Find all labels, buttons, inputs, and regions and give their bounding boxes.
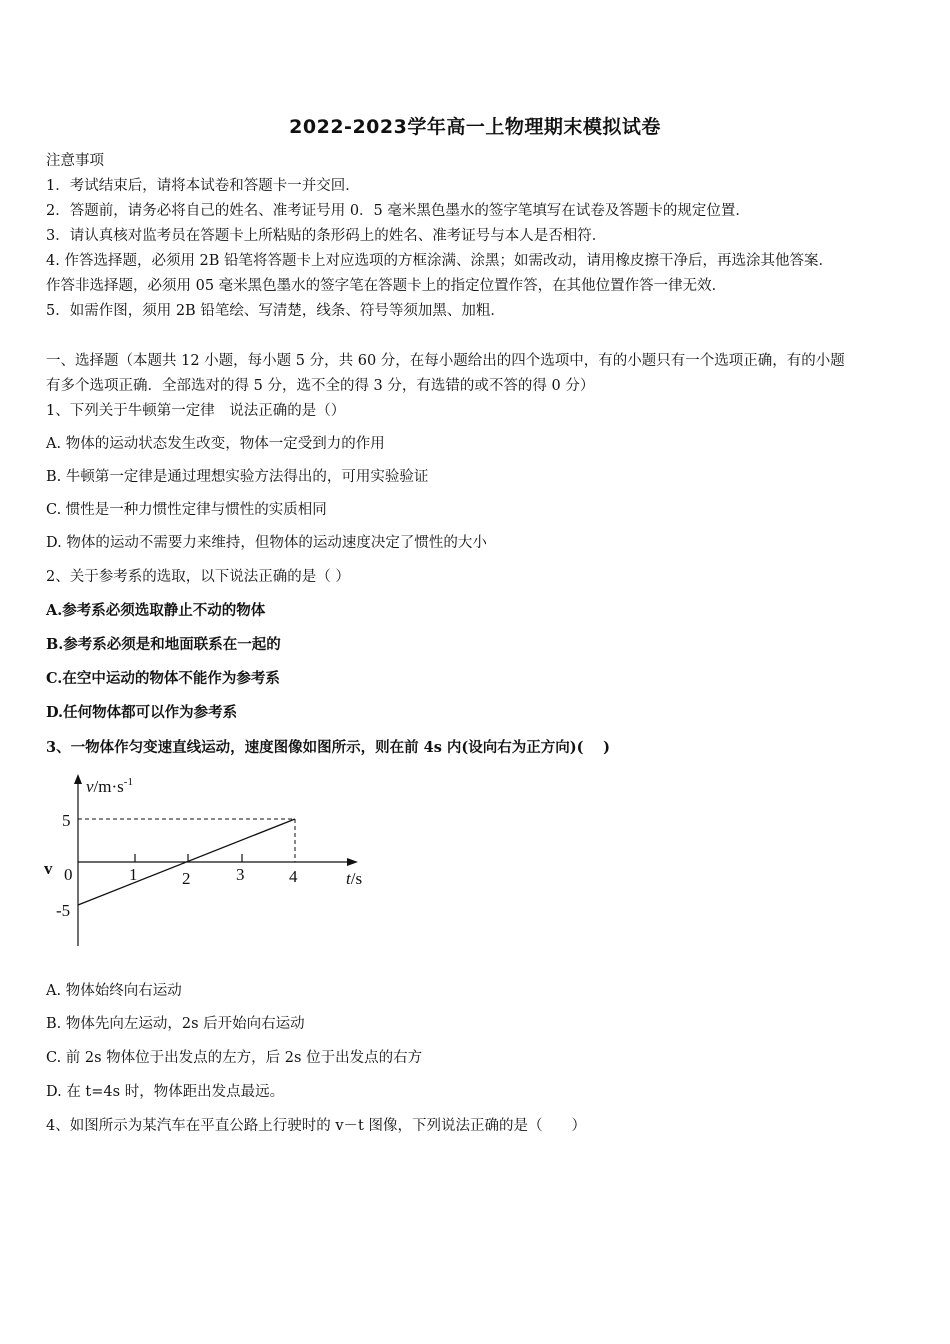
notice-item: 4. 作答选择题，必须用 2B 铅笔将答题卡上对应选项的方框涂满、涂黑；如需改动，请用橡皮擦干净后，再选涂其他答案．: [46, 253, 834, 269]
q1-option-a: A. 物体的运动状态发生改变，物体一定受到力的作用: [46, 436, 385, 452]
notice-item: 2．答题前，请务必将自己的姓名、准考证号用 0．5 毫米黑色墨水的签字笔填写在试卷及答题卡的规定位置．: [46, 203, 750, 219]
velocity-time-graph: [40, 768, 380, 958]
side-label: v: [44, 859, 53, 878]
notice-item: 作答非选择题，必须用 05 毫米黑色墨水的签字笔在答题卡上的指定位置作答，在其他位置作答一律无效．: [46, 278, 727, 294]
notice-item: 5．如需作图，须用 2B 铅笔绘、写清楚，线条、符号等须加黑、加粗．: [46, 303, 505, 319]
q2-option-c: C.在空中运动的物体不能作为参考系: [46, 670, 280, 687]
q1-option-c: C. 惯性是一种力惯性定律与惯性的实质相同: [46, 502, 327, 518]
q1-option-b: B. 牛顿第一定律是通过理想实验方法得出的，可用实验验证: [46, 469, 429, 485]
q2-option-d: D.任何物体都可以作为参考系: [46, 704, 238, 721]
section-heading-cont: 有多个选项正确．全部选对的得 5 分，选不全的得 3 分，有选错的或不答的得 0 分）: [46, 378, 595, 394]
notice-item: 1．考试结束后，请将本试卷和答题卡一并交回．: [46, 178, 360, 194]
x-axis-label: t/s: [346, 869, 363, 888]
q2-option-a: A.参考系必须选取静止不动的物体: [46, 602, 266, 619]
y-tick-label: 5: [62, 811, 71, 830]
q3-option-a: A. 物体始终向右运动: [46, 983, 182, 999]
x-axis-arrow: [347, 858, 358, 866]
x-tick-label: 2: [182, 869, 191, 888]
question-2-stem: 2、关于参考系的选取，以下说法正确的是（ ）: [46, 569, 350, 585]
y-axis-label: $v/m\cdot s^{-1}$: [86, 776, 133, 796]
x-tick-label: 1: [129, 865, 138, 884]
question-4-stem: 4、如图所示为某汽车在平直公路上行驶时的 v－t 图像，下列说法正确的是（ ）: [46, 1118, 586, 1134]
question-1-stem: 1、下列关于牛顿第一定律 说法正确的是（）: [46, 403, 346, 419]
notice-item: 3．请认真核对监考员在答题卡上所粘贴的条形码上的姓名、准考证号与本人是否相符．: [46, 228, 607, 244]
origin-label: 0: [64, 865, 73, 884]
notice-heading: 注意事项: [46, 153, 104, 169]
y-axis-arrow: [74, 774, 82, 784]
q3-option-c: C. 前 2s 物体位于出发点的左方，后 2s 位于出发点的右方: [46, 1050, 423, 1066]
q3-option-d: D. 在 t=4s 时，物体距出发点最远。: [46, 1084, 285, 1100]
y-tick-label: -5: [56, 901, 71, 920]
q1-option-d: D. 物体的运动不需要力来维持，但物体的运动速度决定了惯性的大小: [46, 535, 487, 551]
q3-option-b: B. 物体先向左运动，2s 后开始向右运动: [46, 1016, 305, 1032]
page-title: 2022-2023学年高一上物理期末模拟试卷: [289, 116, 661, 138]
x-tick-label: 4: [289, 867, 298, 886]
question-3-stem: 3、一物体作匀变速直线运动，速度图像如图所示，则在前 4s 内(设向右为正方向)( ): [46, 739, 610, 756]
section-heading: 一、选择题（本题共 12 小题，每小题 5 分，共 60 分，在每小题给出的四个选项中，有的小题只有一个选项正确，有的小题: [46, 353, 845, 369]
x-tick-label: 3: [236, 865, 245, 884]
q2-option-b: B.参考系必须是和地面联系在一起的: [46, 636, 281, 653]
